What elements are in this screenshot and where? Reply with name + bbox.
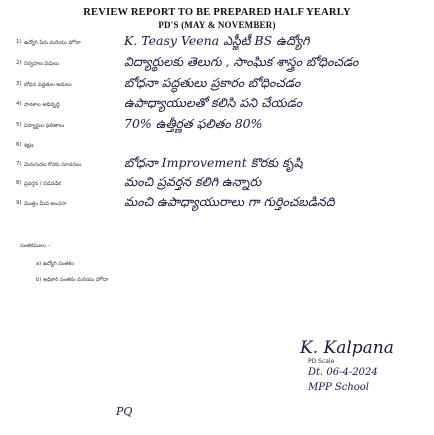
form-row bbox=[16, 138, 426, 152]
row-label: మొత్తం మీద అంచనా bbox=[24, 201, 67, 207]
row-label: విద్యార్థుల ఫలితాలు bbox=[24, 123, 65, 129]
row-number: 8) bbox=[16, 180, 22, 186]
row-label: ఉద్యోగి పేరు మరియు హోదా bbox=[24, 40, 81, 46]
row-number: 9) bbox=[16, 200, 22, 206]
report-title: REVIEW REPORT TO BE PREPARED HALF YEARLY bbox=[83, 7, 351, 18]
row-number: 4) bbox=[16, 101, 22, 107]
row-number: 5) bbox=[16, 122, 22, 128]
row-label: ప్రవర్తన / నడవడిక bbox=[24, 181, 61, 187]
bottom-handwritten-mark: PQ bbox=[116, 405, 133, 418]
form-row bbox=[16, 56, 426, 70]
report-subtitle: PD'S (MAY & NOVEMBER) bbox=[158, 20, 276, 30]
officer-signature-block bbox=[300, 338, 420, 395]
form-row bbox=[16, 97, 426, 111]
signature-date: Dt. 06-4-2024 bbox=[308, 367, 378, 378]
row-number: 3) bbox=[16, 81, 22, 87]
handwritten-signature: K. Kalpana bbox=[300, 338, 394, 358]
row-handwritten-entry: 70% ఉత్తీర్ణత ఫలితం 80% bbox=[124, 116, 263, 131]
row-label: శిక్షణ bbox=[24, 143, 34, 149]
row-label: బోధన పద్ధతుల అమలు bbox=[24, 82, 72, 88]
row-number: 2) bbox=[16, 60, 22, 66]
form-row bbox=[16, 118, 426, 132]
row-label: పాఠశాల అభివృద్ధి bbox=[24, 102, 60, 108]
officer-signature-label: b) అధికారి సంతకం మరియు హోదా bbox=[36, 277, 109, 283]
form-row bbox=[16, 35, 426, 49]
row-handwritten-entry: మంచి ఉపాధ్యాయురాలు గా గుర్తించబడినది bbox=[124, 194, 335, 209]
row-number: 7) bbox=[16, 161, 22, 167]
form-row bbox=[16, 196, 426, 210]
row-label: మెరుగుదల కొరకు సూచనలు bbox=[24, 162, 82, 168]
signatures-section-title: సంతకములు – bbox=[20, 243, 51, 249]
row-label: నిర్వహణ విధులు bbox=[24, 61, 60, 67]
row-handwritten-entry: K. Teasy Veena ఎస్జీటీ BS ఉద్యోగి bbox=[124, 33, 310, 48]
form-row bbox=[16, 176, 426, 190]
signature-place: MPP School bbox=[308, 382, 370, 393]
row-handwritten-entry: మంచి ప్రవర్తన కలిగి ఉన్నారు bbox=[124, 174, 262, 189]
row-handwritten-entry: బోధనా Improvement కొరకు కృషి bbox=[124, 155, 303, 170]
row-handwritten-entry: బోధనా పద్ధతులు ప్రకారం బోధించడం bbox=[124, 75, 301, 90]
employee-signature-label: a) ఉద్యోగి సంతకం bbox=[36, 261, 74, 267]
signature-role: PD Scale bbox=[308, 358, 335, 365]
row-handwritten-entry: ఉపాధ్యాయులతో కలిసి పని చేయడం bbox=[124, 95, 303, 110]
row-handwritten-entry: విద్యార్థులకు తెలుగు , సాంఘిక శాస్త్రం బోధించడం bbox=[124, 54, 359, 69]
row-number: 1) bbox=[16, 39, 22, 45]
form-row bbox=[16, 77, 426, 91]
form-row bbox=[16, 157, 426, 171]
report-header bbox=[0, 6, 434, 32]
row-number: 6) bbox=[16, 142, 22, 148]
